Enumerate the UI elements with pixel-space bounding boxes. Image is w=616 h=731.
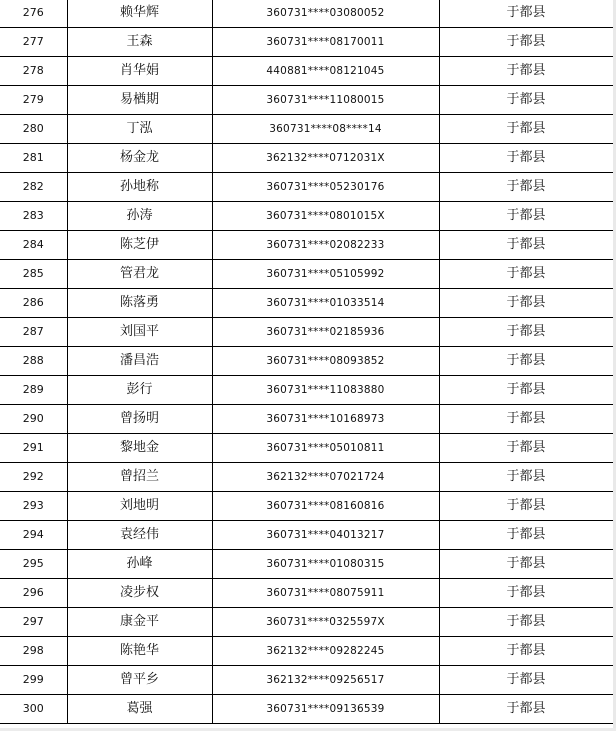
row-number-cell: 283 bbox=[0, 202, 67, 231]
county-cell: 于都县 bbox=[439, 115, 613, 144]
table-row bbox=[0, 57, 613, 86]
row-number-cell: 278 bbox=[0, 57, 67, 86]
id-number-cell: 360731****04013217 bbox=[212, 521, 439, 550]
id-number-cell: 360731****05105992 bbox=[212, 260, 439, 289]
name-cell: 易楢期 bbox=[67, 86, 212, 115]
row-number-cell: 285 bbox=[0, 260, 67, 289]
row-number-cell: 291 bbox=[0, 434, 67, 463]
table-row bbox=[0, 492, 613, 521]
name-cell: 潘昌浩 bbox=[67, 347, 212, 376]
county-cell: 于都县 bbox=[439, 0, 613, 28]
table-row bbox=[0, 173, 613, 202]
row-number-cell: 277 bbox=[0, 28, 67, 57]
row-number-cell: 292 bbox=[0, 463, 67, 492]
row-number-cell: 293 bbox=[0, 492, 67, 521]
row-number-cell: 276 bbox=[0, 0, 67, 28]
row-number-cell: 300 bbox=[0, 695, 67, 724]
table-row bbox=[0, 202, 613, 231]
row-number-cell: 289 bbox=[0, 376, 67, 405]
name-cell: 陈芝伊 bbox=[67, 231, 212, 260]
county-cell: 于都县 bbox=[439, 434, 613, 463]
name-cell: 孙地称 bbox=[67, 173, 212, 202]
id-number-cell: 362132****09256517 bbox=[212, 666, 439, 695]
row-number-cell: 284 bbox=[0, 231, 67, 260]
table-row bbox=[0, 521, 613, 550]
id-number-cell: 440881****08121045 bbox=[212, 57, 439, 86]
table-row bbox=[0, 434, 613, 463]
id-number-cell: 360731****11083880 bbox=[212, 376, 439, 405]
id-number-cell: 360731****11080015 bbox=[212, 86, 439, 115]
row-number-cell: 297 bbox=[0, 608, 67, 637]
id-number-cell: 360731****09136539 bbox=[212, 695, 439, 724]
table-row bbox=[0, 318, 613, 347]
id-number-cell: 362132****07021724 bbox=[212, 463, 439, 492]
table-row bbox=[0, 0, 613, 28]
id-number-cell: 360731****01033514 bbox=[212, 289, 439, 318]
name-cell: 袁经伟 bbox=[67, 521, 212, 550]
name-cell: 曾招兰 bbox=[67, 463, 212, 492]
name-cell: 凌步权 bbox=[67, 579, 212, 608]
name-cell: 管君龙 bbox=[67, 260, 212, 289]
name-cell: 黎地金 bbox=[67, 434, 212, 463]
row-number-cell: 294 bbox=[0, 521, 67, 550]
id-number-cell: 360731****08170011 bbox=[212, 28, 439, 57]
table-row bbox=[0, 637, 613, 666]
county-cell: 于都县 bbox=[439, 376, 613, 405]
name-cell: 孙涛 bbox=[67, 202, 212, 231]
name-cell: 丁泓 bbox=[67, 115, 212, 144]
county-cell: 于都县 bbox=[439, 463, 613, 492]
county-cell: 于都县 bbox=[439, 550, 613, 579]
county-cell: 于都县 bbox=[439, 144, 613, 173]
county-cell: 于都县 bbox=[439, 492, 613, 521]
id-number-cell: 360731****02185936 bbox=[212, 318, 439, 347]
name-cell: 曾扬明 bbox=[67, 405, 212, 434]
county-cell: 于都县 bbox=[439, 57, 613, 86]
table-row bbox=[0, 231, 613, 260]
row-number-cell: 299 bbox=[0, 666, 67, 695]
name-cell: 葛强 bbox=[67, 695, 212, 724]
county-cell: 于都县 bbox=[439, 666, 613, 695]
row-number-cell: 282 bbox=[0, 173, 67, 202]
name-cell: 曾平乡 bbox=[67, 666, 212, 695]
table-row bbox=[0, 260, 613, 289]
id-number-cell: 360731****08093852 bbox=[212, 347, 439, 376]
id-number-cell: 360731****0325597X bbox=[212, 608, 439, 637]
county-cell: 于都县 bbox=[439, 579, 613, 608]
table-row bbox=[0, 579, 613, 608]
county-cell: 于都县 bbox=[439, 260, 613, 289]
county-cell: 于都县 bbox=[439, 318, 613, 347]
table-row bbox=[0, 463, 613, 492]
id-number-cell: 360731****05010811 bbox=[212, 434, 439, 463]
county-cell: 于都县 bbox=[439, 173, 613, 202]
table-row bbox=[0, 86, 613, 115]
id-number-cell: 360731****03080052 bbox=[212, 0, 439, 28]
table-row bbox=[0, 695, 613, 724]
id-number-cell: 360731****10168973 bbox=[212, 405, 439, 434]
county-cell: 于都县 bbox=[439, 347, 613, 376]
id-number-cell: 360731****01080315 bbox=[212, 550, 439, 579]
table-row bbox=[0, 347, 613, 376]
name-cell: 陈艳华 bbox=[67, 637, 212, 666]
county-cell: 于都县 bbox=[439, 86, 613, 115]
row-number-cell: 296 bbox=[0, 579, 67, 608]
name-cell: 孙峰 bbox=[67, 550, 212, 579]
name-cell: 赖华辉 bbox=[67, 0, 212, 28]
name-cell: 康金平 bbox=[67, 608, 212, 637]
row-number-cell: 287 bbox=[0, 318, 67, 347]
id-number-cell: 362132****0712031X bbox=[212, 144, 439, 173]
row-number-cell: 279 bbox=[0, 86, 67, 115]
table-row bbox=[0, 666, 613, 695]
id-number-cell: 360731****08075911 bbox=[212, 579, 439, 608]
table-row bbox=[0, 608, 613, 637]
row-number-cell: 286 bbox=[0, 289, 67, 318]
table-row bbox=[0, 144, 613, 173]
row-number-cell: 288 bbox=[0, 347, 67, 376]
county-cell: 于都县 bbox=[439, 695, 613, 724]
id-number-cell: 360731****08****14 bbox=[212, 115, 439, 144]
county-cell: 于都县 bbox=[439, 202, 613, 231]
name-cell: 杨金龙 bbox=[67, 144, 212, 173]
row-number-cell: 281 bbox=[0, 144, 67, 173]
name-cell: 肖华娟 bbox=[67, 57, 212, 86]
table-row bbox=[0, 405, 613, 434]
row-number-cell: 298 bbox=[0, 637, 67, 666]
county-cell: 于都县 bbox=[439, 231, 613, 260]
name-cell: 彭行 bbox=[67, 376, 212, 405]
row-number-cell: 295 bbox=[0, 550, 67, 579]
county-cell: 于都县 bbox=[439, 637, 613, 666]
id-number-cell: 360731****08160816 bbox=[212, 492, 439, 521]
table-row bbox=[0, 550, 613, 579]
table-row bbox=[0, 115, 613, 144]
id-number-cell: 360731****0801015X bbox=[212, 202, 439, 231]
table-row bbox=[0, 28, 613, 57]
name-cell: 刘地明 bbox=[67, 492, 212, 521]
row-number-cell: 280 bbox=[0, 115, 67, 144]
name-cell: 王森 bbox=[67, 28, 212, 57]
name-cell: 刘国平 bbox=[67, 318, 212, 347]
county-cell: 于都县 bbox=[439, 521, 613, 550]
table-row bbox=[0, 289, 613, 318]
county-cell: 于都县 bbox=[439, 289, 613, 318]
table-row bbox=[0, 376, 613, 405]
row-number-cell: 290 bbox=[0, 405, 67, 434]
id-number-cell: 360731****05230176 bbox=[212, 173, 439, 202]
id-number-cell: 360731****02082233 bbox=[212, 231, 439, 260]
county-cell: 于都县 bbox=[439, 608, 613, 637]
county-cell: 于都县 bbox=[439, 405, 613, 434]
id-number-cell: 362132****09282245 bbox=[212, 637, 439, 666]
county-cell: 于都县 bbox=[439, 28, 613, 57]
name-cell: 陈落勇 bbox=[67, 289, 212, 318]
